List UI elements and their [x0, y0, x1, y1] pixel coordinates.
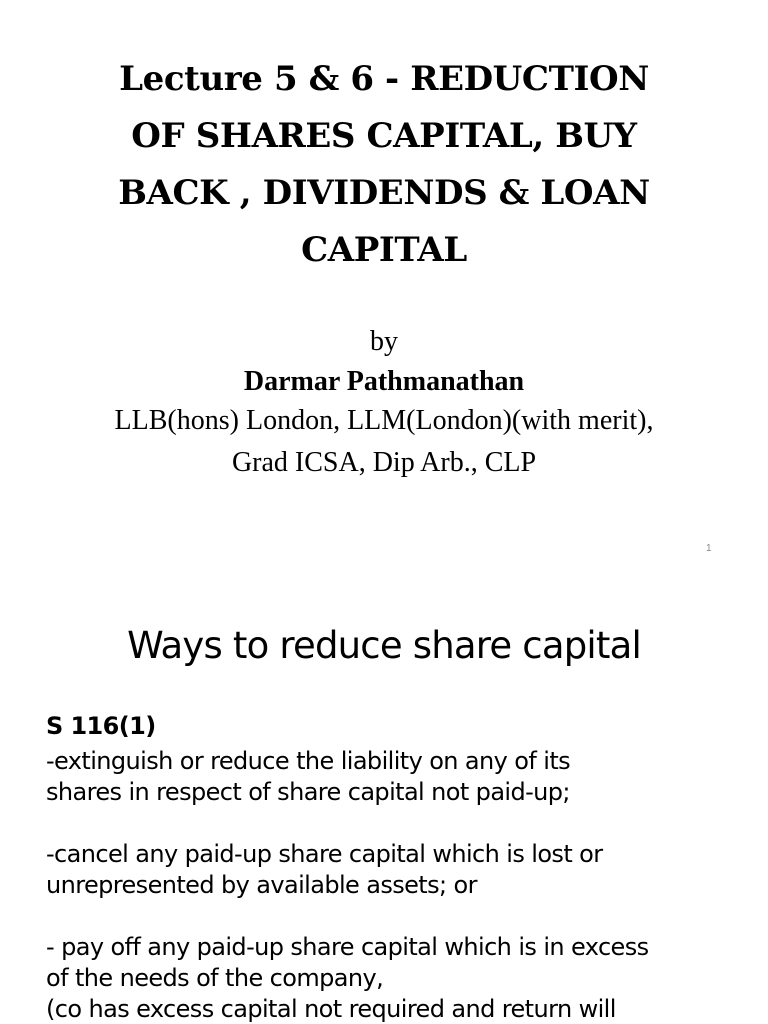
title-line-4: CAPITAL: [301, 230, 467, 270]
author-credentials-line-1: LLB(hons) London, LLM(London)(with merit),: [114, 405, 654, 436]
list-item-line-1: -extinguish or reduce the liability on any of its: [46, 747, 571, 775]
paragraph-gap: [46, 901, 746, 932]
slide-2-title: Ways to reduce share capital: [127, 624, 641, 667]
slide-number: 1: [706, 543, 712, 554]
list-item-line-2: unrepresented by available assets; or: [46, 871, 477, 899]
by-label: by: [370, 326, 398, 357]
title-line-2: OF SHARES CAPITAL, BUY: [131, 116, 637, 156]
paragraph-gap: [46, 808, 746, 839]
list-item: [46, 932, 746, 994]
title-line-1: Lecture 5 & 6 - REDUCTION: [119, 59, 649, 99]
list-item-line-1: -cancel any paid-up share capital which is lost or: [46, 840, 603, 868]
trailing-line: (co has excess capital not required and return will: [46, 995, 616, 1023]
list-item: [46, 839, 746, 901]
lecture-title: [20, 51, 748, 279]
section-heading: S 116(1): [46, 712, 156, 740]
list-item-line-2: of the needs of the company,: [46, 964, 384, 992]
list-item-line-1: - pay off any paid-up share capital which is in excess: [46, 933, 649, 961]
slide-2-body: [46, 706, 746, 1024]
slide-2: [0, 570, 768, 1024]
list-item: [46, 746, 746, 808]
author-name: Darmar Pathmanathan: [243, 366, 525, 397]
author-credentials-line-2: Grad ICSA, Dip Arb., CLP: [231, 447, 537, 478]
list-item-line-2: shares in respect of share capital not paid-up;: [46, 778, 570, 806]
title-line-3: BACK , DIVIDENDS & LOAN: [118, 173, 650, 213]
